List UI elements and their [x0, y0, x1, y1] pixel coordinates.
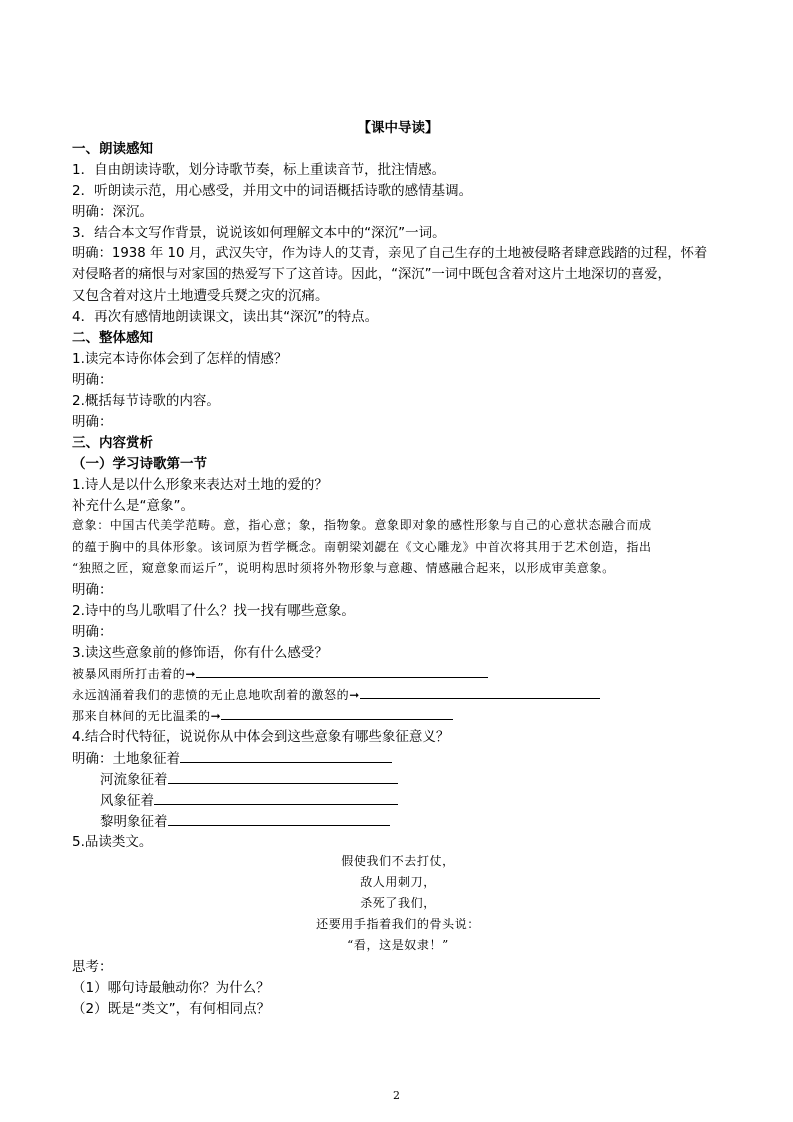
- modifier-text-1: 被暴风雨所打击着的➞: [72, 667, 197, 681]
- answer-3-1: 明确：: [72, 582, 113, 598]
- fill-blank-1[interactable]: [196, 663, 488, 678]
- modifier-text-2: 永远汹涌着我们的悲愤的无止息地吹刮着的激怒的➞: [72, 688, 360, 702]
- question-3-2: 2.诗中的鸟儿歌唱了什么？找一找有哪些意象。: [72, 603, 355, 619]
- question-3-5: 5.品读类文。: [72, 834, 153, 850]
- poem-line-2: 敌人用刺刀，: [360, 875, 436, 889]
- symbol-row-dawn: [100, 811, 390, 832]
- symbol-label-river: 河流象征着: [100, 772, 168, 788]
- question-3-3: 3.读这些意象前的修饰语，你有什么感受？: [72, 645, 328, 661]
- question-3-1: 1.诗人是以什么形象来表达对土地的爱的？: [72, 477, 328, 493]
- fill-blank-3[interactable]: [221, 705, 453, 720]
- symbol-label-dawn: 黎明象征着: [100, 814, 168, 830]
- page-number: 2: [393, 1089, 400, 1102]
- poem-line-1: 假使我们不去打仗，: [341, 854, 455, 868]
- question-2-1: 1.读完本诗你体会到了怎样的情感？: [72, 351, 288, 367]
- symbol-row-wind: [100, 790, 398, 811]
- question-1-2: 2．听朗读示范，用心感受，并用文中的词语概括诗歌的感情基调。: [72, 183, 473, 199]
- fill-blank-river[interactable]: [168, 769, 398, 784]
- subsection-title-stanza1: （一）学习诗歌第一节: [72, 456, 207, 472]
- answer-2-1: 明确：: [72, 372, 113, 388]
- fill-blank-wind[interactable]: [154, 790, 398, 805]
- question-1-4: 4．再次有感情地朗读课文，读出其“深沉”的特点。: [72, 309, 379, 325]
- supplement-note: 补充什么是“意象”。: [72, 498, 194, 514]
- question-3-4: 4.结合时代特征，说说你从中体会到这些意象有哪些象征意义？: [72, 729, 450, 745]
- question-1-3: 3．结合本文写作背景，说说该如何理解文本中的“深沉”一词。: [72, 225, 446, 241]
- modifier-text-3: 那来自林间的无比温柔的➞: [72, 709, 222, 723]
- fill-blank-land[interactable]: [180, 748, 392, 763]
- imagery-definition-line2: 的蕴于胸中的具体形象。该词原为哲学概念。南朝梁刘勰在《文心雕龙》中首次将其用于艺术创造，指出: [72, 540, 652, 554]
- modifier-row-3: [72, 705, 453, 726]
- question-1-1: 1．自由朗读诗歌，划分诗歌节奏，标上重读音节，批注情感。: [72, 162, 446, 178]
- section-title-overall: 二、整体感知: [72, 330, 153, 346]
- answer-3-2: 明确：: [72, 624, 113, 640]
- modifier-row-2: [72, 684, 600, 705]
- symbol-row-river: [100, 769, 398, 790]
- fill-blank-dawn[interactable]: [168, 811, 390, 826]
- answer-1-3-line2: 对侵略者的痛恨与对家国的热爱写下了这首诗。因此，“深沉”一词中既包含着对这片土地深切的喜爱，: [72, 267, 671, 282]
- think-label: 思考：: [72, 959, 113, 975]
- poem-line-4: 还要用手指着我们的骨头说：: [316, 917, 480, 931]
- think-question-1: （1）哪句诗最触动你？为什么？: [72, 980, 270, 996]
- section-title-appreciation: 三、内容赏析: [72, 435, 153, 451]
- symbol-row-land: [72, 748, 392, 769]
- symbol-label-wind: 风象征着: [100, 793, 154, 809]
- fill-blank-2[interactable]: [360, 684, 600, 699]
- poem-line-5: “看，这是奴隶！”: [347, 938, 449, 952]
- imagery-definition-line1: 意象：中国古代美学范畴。意，指心意；象，指物象。意象即对象的感性形象与自己的心意状态融合而成: [72, 518, 652, 532]
- section-title-reading: 一、朗读感知: [72, 141, 153, 157]
- poem-line-3: 杀死了我们，: [360, 896, 436, 910]
- imagery-definition-line3: “独照之匠，窥意象而运斤”，说明构思时须将外物形象与意趣、情感融合起来，以形成审美意象。: [72, 561, 615, 575]
- answer-1-3-line3: 又包含着对这片土地遭受兵燹之灾的沉痛。: [72, 288, 329, 304]
- modifier-row-1: [72, 663, 488, 684]
- think-question-2: （2）既是“类文”，有何相同点？: [72, 1001, 271, 1017]
- answer-1-3-line1: 明确：1938 年 10 月，武汉失守，作为诗人的艾青，亲见了自己生存的土地被侵略者肆意践踏的过程，怀着: [72, 246, 708, 261]
- question-2-2: 2.概括每节诗歌的内容。: [72, 393, 220, 409]
- page-heading: 【课中导读】: [357, 120, 439, 136]
- symbol-label-land: 明确：土地象征着: [72, 751, 180, 767]
- answer-2-2: 明确：: [72, 414, 113, 430]
- answer-1-2: 明确：深沉。: [72, 204, 153, 220]
